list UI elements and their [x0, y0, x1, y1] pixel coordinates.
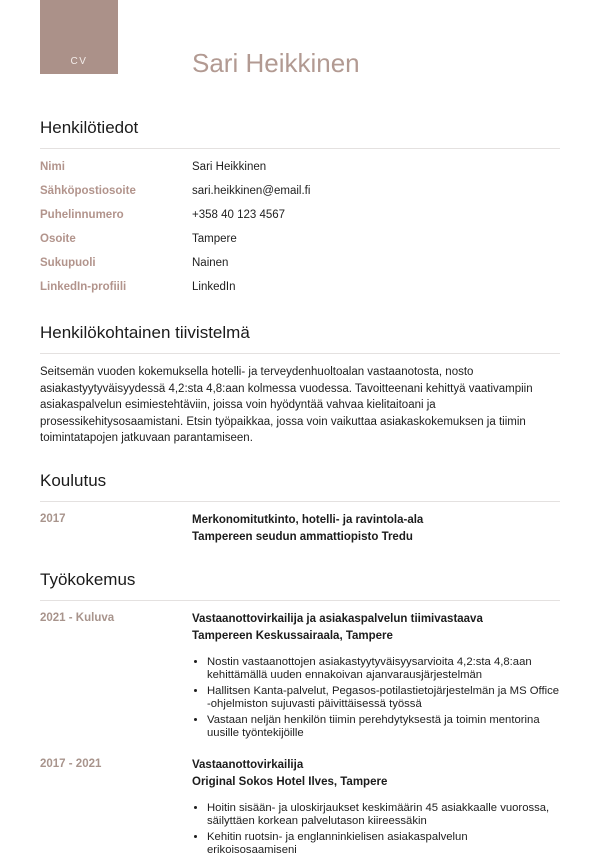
education-school: Tampereen seudun ammattiopisto Tredu [192, 530, 413, 543]
field-value: Tampere [192, 233, 237, 245]
personal-fields [40, 155, 560, 299]
section-education [40, 471, 560, 546]
field-label: Nimi [40, 161, 65, 173]
education-content [192, 512, 560, 546]
experience-bullet: • Hallitsen Kanta-palvelut, Pegasos-potilastietojärjestelmän ja MS Office -ohjelmiston sujuvasti päivittäisessä työssä [207, 685, 560, 712]
experience-role: Vastaanottovirkailija ja asiakaspalvelun tiimivastaava [192, 612, 483, 625]
personal-field-row [40, 179, 560, 203]
cv-header [40, 0, 560, 76]
experience-period: 2017 - 2021 [40, 757, 102, 770]
section-personal-heading: Henkilötiedot [40, 118, 560, 149]
education-period: 2017 [40, 512, 66, 525]
experience-bullets [192, 656, 560, 741]
field-value: Nainen [192, 257, 229, 269]
experience-bullet: • Hoitin sisään- ja uloskirjaukset keskimäärin 45 asiakkaalle vuorossa, säilyttäen korkean palvelutason kiireessäkin [207, 802, 560, 829]
field-value: LinkedIn [192, 281, 236, 293]
experience-content [192, 611, 560, 743]
field-value: +358 40 123 4567 [192, 209, 286, 221]
education-entry [40, 512, 560, 546]
experience-entry [40, 611, 560, 743]
section-personal [40, 118, 560, 299]
field-value: sari.heikkinen@email.fi [192, 185, 311, 197]
personal-field-row [40, 155, 560, 179]
experience-entry [40, 757, 560, 860]
experience-employer: Original Sokos Hotel Ilves, Tampere [192, 775, 388, 788]
experience-role: Vastaanottovirkailija [192, 758, 304, 771]
field-label: Puhelinnumero [40, 209, 124, 221]
field-value: Sari Heikkinen [192, 161, 267, 173]
summary-text: Seitsemän vuoden kokemuksella hotelli- ja terveydenhuoltoalan vastaanotosta, nosto asiakastyytyväisyydessä 4,2:sta 4,8:aan kolmessa vuodessa. Tavoitteenani kehittyä vaativampiin asiakaspalvelun esimiestehtäviin, joissa voin hyödyntää vahvaa kielitaitoani ja prosessikehitysosaamistani. Etsin työpaikkaa, jossa voin vaikuttaa asiakaskokemuksen ja tiimin toimintatapojen jatkuvaan parantamiseen. [40, 366, 533, 444]
cv-badge-label: CV [70, 56, 88, 67]
experience-bullet: • Kehitin ruotsin- ja englanninkielisen asiakaspalvelun erikoisosaamiseni [207, 831, 560, 858]
personal-field-row [40, 203, 560, 227]
experience-bullet: • Nostin vastaanottojen asiakastyytyväisyysarvioita 4,2:sta 4,8:aan kehittämällä uuden ennakoivan ajanvarausjärjestelmän [207, 656, 560, 683]
experience-bullet: • Vastaan neljän henkilön tiimin perehdytyksestä ja toimin mentorina uusille työntekijöille [207, 714, 560, 741]
section-experience [40, 570, 560, 860]
section-summary [40, 323, 560, 447]
section-education-heading: Koulutus [40, 471, 560, 502]
field-label: Sähköpostiosoite [40, 185, 136, 197]
cv-badge [40, 0, 118, 74]
section-experience-heading: Työkokemus [40, 570, 560, 601]
experience-period: 2021 - Kuluva [40, 611, 115, 624]
section-summary-heading: Henkilökohtainen tiivistelmä [40, 323, 560, 354]
personal-field-row [40, 227, 560, 251]
education-degree: Merkonomitutkinto, hotelli- ja ravintola-ala [192, 513, 424, 526]
experience-employer: Tampereen Keskussairaala, Tampere [192, 629, 393, 642]
personal-field-row [40, 275, 560, 299]
page-title: Sari Heikkinen [192, 48, 360, 78]
field-label: LinkedIn-profiili [40, 281, 127, 293]
field-label: Osoite [40, 233, 76, 245]
experience-bullets [192, 802, 560, 858]
field-label: Sukupuoli [40, 257, 96, 269]
personal-field-row [40, 251, 560, 275]
experience-content [192, 757, 560, 860]
